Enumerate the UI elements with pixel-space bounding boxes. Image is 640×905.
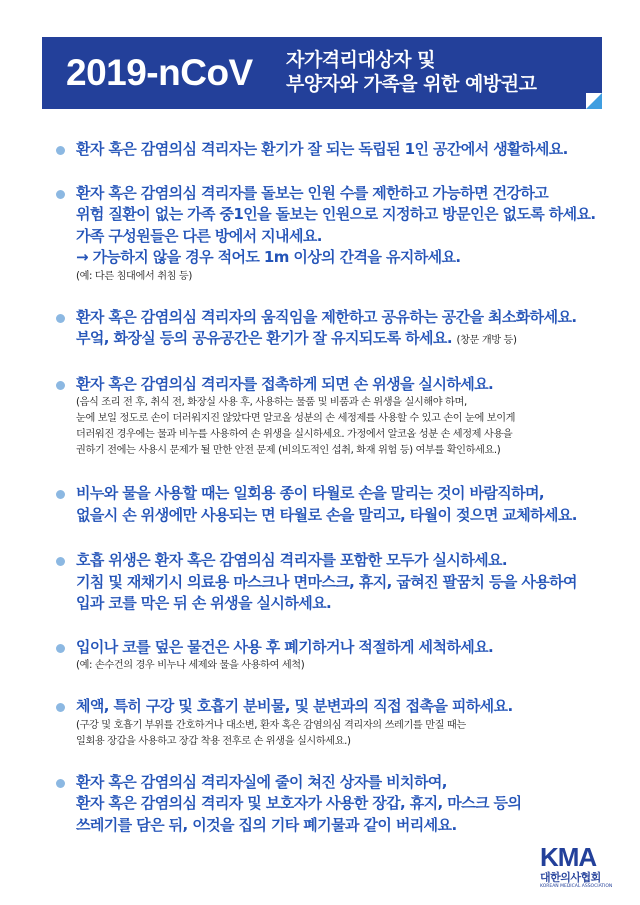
recommendation-text: 환자 혹은 감염의심 격리자 및 보호자가 사용한 장갑, 휴지, 마스크 등의 (76, 794, 522, 812)
recommendation-note: 눈에 보일 정도로 손이 더러워지진 않았다면 알코올 성분의 손 세정제를 사용할 수 있고 손이 눈에 보이게 (76, 413, 516, 424)
recommendation-line (76, 593, 626, 615)
recommendation-item (56, 139, 626, 161)
recommendation-line (76, 637, 626, 659)
bullet-icon (56, 644, 65, 653)
recommendation-note: 더러워진 경우에는 물과 비누를 사용하여 손 위생을 실시하세요. 가정에서 알코올 성분 손 세정제 사용을 (76, 429, 513, 440)
recommendation-text: 환자 혹은 감염의심 격리자를 접촉하게 되면 손 위생을 실시하세요. (76, 374, 494, 393)
recommendation-text: 입이나 코를 덮은 물건은 사용 후 폐기하거나 적절하게 세척하세요. (76, 637, 494, 656)
recommendation-item (56, 307, 626, 352)
bullet-icon (56, 314, 65, 323)
recommendation-line (76, 550, 626, 572)
recommendation-text: 환자 혹은 감염의심 격리자실에 줄이 쳐진 상자를 비치하여, (76, 772, 447, 791)
recommendation-note: (예: 다른 침대에서 취침 등) (76, 270, 192, 282)
recommendation-item (56, 183, 626, 285)
bullet-icon (56, 779, 65, 788)
recommendation-line (76, 247, 626, 269)
recommendation-item (56, 696, 626, 750)
recommendation-line (76, 483, 626, 505)
recommendation-line (76, 328, 626, 352)
page-title: 2019-nCoV (66, 52, 253, 93)
recommendation-text: 입과 코를 막은 뒤 손 위생을 실시하세요. (76, 594, 332, 612)
banner-fold-corner (586, 93, 602, 109)
recommendation-item (56, 374, 626, 460)
recommendation-note: (구강 및 호흡기 부위를 간호하거나 대소변, 환자 혹은 감염의심 격리자의 쓰레기를 만질 때는 (76, 719, 466, 731)
kma-logo (540, 843, 620, 893)
bullet-icon (56, 490, 65, 499)
recommendation-text: 기침 및 재채기시 의료용 마스크나 면마스크, 휴지, 굽혀진 팔꿈치 등을 사용하여 (76, 572, 577, 591)
recommendation-line (76, 572, 626, 594)
bullet-icon (56, 703, 65, 712)
recommendation-line (76, 815, 626, 837)
recommendation-note: (예: 손수건의 경우 비누나 세제와 물을 사용하여 세척) (76, 660, 305, 671)
recommendation-text: → 가능하지 않을 경우 적어도 1m 이상의 간격을 유지하세요. (76, 248, 461, 266)
recommendation-text: 없을시 손 위생에만 사용되는 면 타월로 손을 말리고, 타월이 젖으면 교체하세요. (76, 505, 577, 524)
logo-mark: KMA (540, 842, 597, 872)
recommendation-item (56, 483, 626, 526)
recommendation-text: 가족 구성원들은 다른 방에서 지내세요. (76, 226, 322, 245)
bullet-icon (56, 557, 65, 566)
recommendation-line (76, 696, 626, 718)
recommendation-line (76, 772, 626, 794)
recommendation-list (56, 139, 626, 836)
recommendation-text: 체액, 특히 구강 및 호흡기 분비물, 및 분변과의 직접 접촉을 피하세요. (76, 697, 513, 715)
recommendation-note: 일회용 장갑을 사용하고 장갑 착용 전후로 손 위생을 실시하세요.) (76, 735, 351, 747)
page-subtitle (286, 48, 536, 96)
bullet-icon (56, 381, 65, 390)
bullet-icon (56, 146, 65, 155)
recommendation-text: 환자 혹은 감염의심 격리자의 움직임을 제한하고 공유하는 공간을 최소화하세요. (76, 307, 577, 326)
recommendation-line (76, 307, 626, 329)
logo-name-ko: 대한의사협회 (540, 871, 601, 884)
recommendation-item (56, 637, 626, 675)
recommendation-item (56, 772, 626, 837)
recommendation-line (76, 204, 626, 226)
recommendation-text: 환자 혹은 감염의심 격리자는 환기가 잘 되는 독립된 1인 공간에서 생활하세요. (76, 140, 568, 158)
recommendation-line (76, 374, 626, 396)
logo-name-en: KOREAN MEDICAL ASSOCIATION (540, 884, 613, 889)
subtitle-line-1: 자가격리대상자 및 (286, 49, 435, 71)
subtitle-line-2: 부양자와 가족을 위한 예방권고 (286, 73, 537, 95)
recommendation-line (76, 183, 626, 205)
inline-note: (창문 개방 등) (456, 335, 517, 346)
recommendation-note: (음식 조리 전 후, 취식 전, 화장실 사용 후, 사용하는 물품 및 비품과 손 위생을 실시해야 하며, (76, 397, 467, 408)
bullet-icon (56, 190, 65, 199)
recommendation-text: 쓰레기를 담은 뒤, 이것을 집의 기타 폐기물과 같이 버리세요. (76, 815, 457, 834)
recommendation-line (76, 793, 626, 815)
recommendation-text: 부엌, 화장실 등의 공유공간은 환기가 잘 유지되도록 하세요. (76, 329, 452, 347)
recommendation-line (76, 226, 626, 248)
recommendation-text: 호흡 위생은 환자 혹은 감염의심 격리자를 포함한 모두가 실시하세요. (76, 551, 507, 569)
recommendation-item (56, 550, 626, 615)
recommendation-text: 위험 질환이 없는 가족 중1인을 돌보는 인원으로 지정하고 방문인은 없도록 하세요. (76, 205, 596, 223)
recommendation-text: 환자 혹은 감염의심 격리자를 돌보는 인원 수를 제한하고 가능하면 건강하고 (76, 183, 549, 202)
recommendation-text: 비누와 물을 사용할 때는 일회용 종이 타월로 손을 말리는 것이 바람직하며, (76, 484, 545, 502)
recommendation-note: 권하기 전에는 사용시 문제가 될 만한 안전 문제 (비의도적인 섭취, 화재 위험 등) 여부를 확인하세요.) (76, 445, 501, 456)
recommendation-line (76, 505, 626, 527)
recommendation-line (76, 139, 626, 161)
